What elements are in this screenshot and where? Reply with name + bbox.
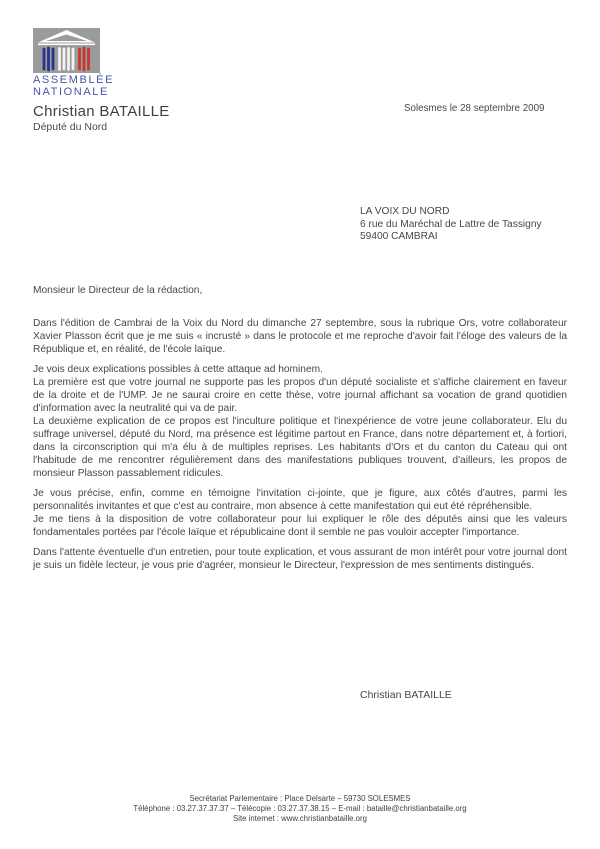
logo-caption-line2: NATIONALE [33,85,109,98]
recipient-name: LA VOIX DU NORD [360,206,450,217]
salutation: Monsieur le Directeur de la rédaction, [33,285,203,296]
sender-name: Christian BATAILLE [33,103,170,120]
paragraph-block [33,317,567,356]
footer-address: Secrétariat Parlementaire : Place Delsarte – 59730 SOLESMES [189,794,411,803]
assemblee-nationale-logo-icon [33,28,100,73]
footer-contact [0,794,600,824]
paragraph-block [33,546,567,572]
paragraph-line: Je vois deux explications possibles à cette attaque ad hominem. [33,364,323,375]
footer-phone-email: Téléphone : 03.27.37.37.37 – Télécopie : 03.27.37.38.15 – E-mail : bataille@christianbataille.org [133,804,467,813]
sender-title: Député du Nord [33,121,108,133]
paragraph-line: La deuxième explication de ce propos est l'inculture politique et l'inexpérience de votre jeune collaborateur. Elu du suffrage universel, député du Nord, ma présence est légitime partout en France, dans notre département et, à fortiori, dans la circonscription qui m'a élu à de multiples reprises. Les habitants d'Ors et du canton du Cateau qui ont l'habitude de me rencontrer régulièrement dans des manifestations publiques trouvent, d'ailleurs, les propos de monsieur Plasson passablement ridicules. [33,416,567,479]
letterhead [33,28,170,133]
footer-website: Site internet : www.christianbataille.org [233,814,367,823]
recipient-street: 6 rue du Maréchal de Lattre de Tassigny [360,218,542,230]
paragraph-line: Je vous précise, enfin, comme en témoigne l'invitation ci-jointe, que je figure, aux côtés d'autres, parmi les personnalités invitantes et que c'est au contraire, mon absence à cette manifestation qui eut été répréhensible. [33,488,567,512]
logo-caption [33,75,170,98]
letter-body [33,284,567,579]
paragraph-line: Dans l'édition de Cambrai de la Voix du Nord du dimanche 27 septembre, sous la rubrique Ors, votre collaborateur Xavier Plasson écrit que je me suis « incrusté » dans le protocole et me reproche d'avoir fait l'éloge des valeurs de la République et, en réalité, de l'école laïque. [33,318,567,355]
paragraph-line: Dans l'attente éventuelle d'un entretien, pour toute explication, et vous assurant de mon intérêt pour votre journal dont je suis un fidèle lecteur, je vous prie d'agréer, monsieur le Directeur, l'expression de mes sentiments distingués. [33,547,567,571]
recipient-city: 59400 CAMBRAI [360,231,438,242]
recipient-address [360,206,542,244]
paragraph-block [33,363,567,480]
date-line: Solesmes le 28 septembre 2009 [404,103,545,114]
paragraph-line: Je me tiens à la disposition de votre collaborateur pour lui expliquer le rôle des députés ainsi que les valeurs fondamentales portées par l'école laïque et républicaine dont il semble ne pas vouloir accepter l'importance. [33,514,567,538]
paragraph-line: La première est que votre journal ne supporte pas les propos d'un député socialiste et s'affiche clairement en faveur de la droite et de l'UMP. Je ne saurai croire en cette thèse, votre journal affichant sa vocation de grand quotidien d'information avec la neutralité qui va de pair. [33,377,567,414]
logo-caption-line1: ASSEMBLÉE [33,74,115,86]
signature-name: Christian BATAILLE [360,689,452,701]
paragraph-block [33,487,567,539]
